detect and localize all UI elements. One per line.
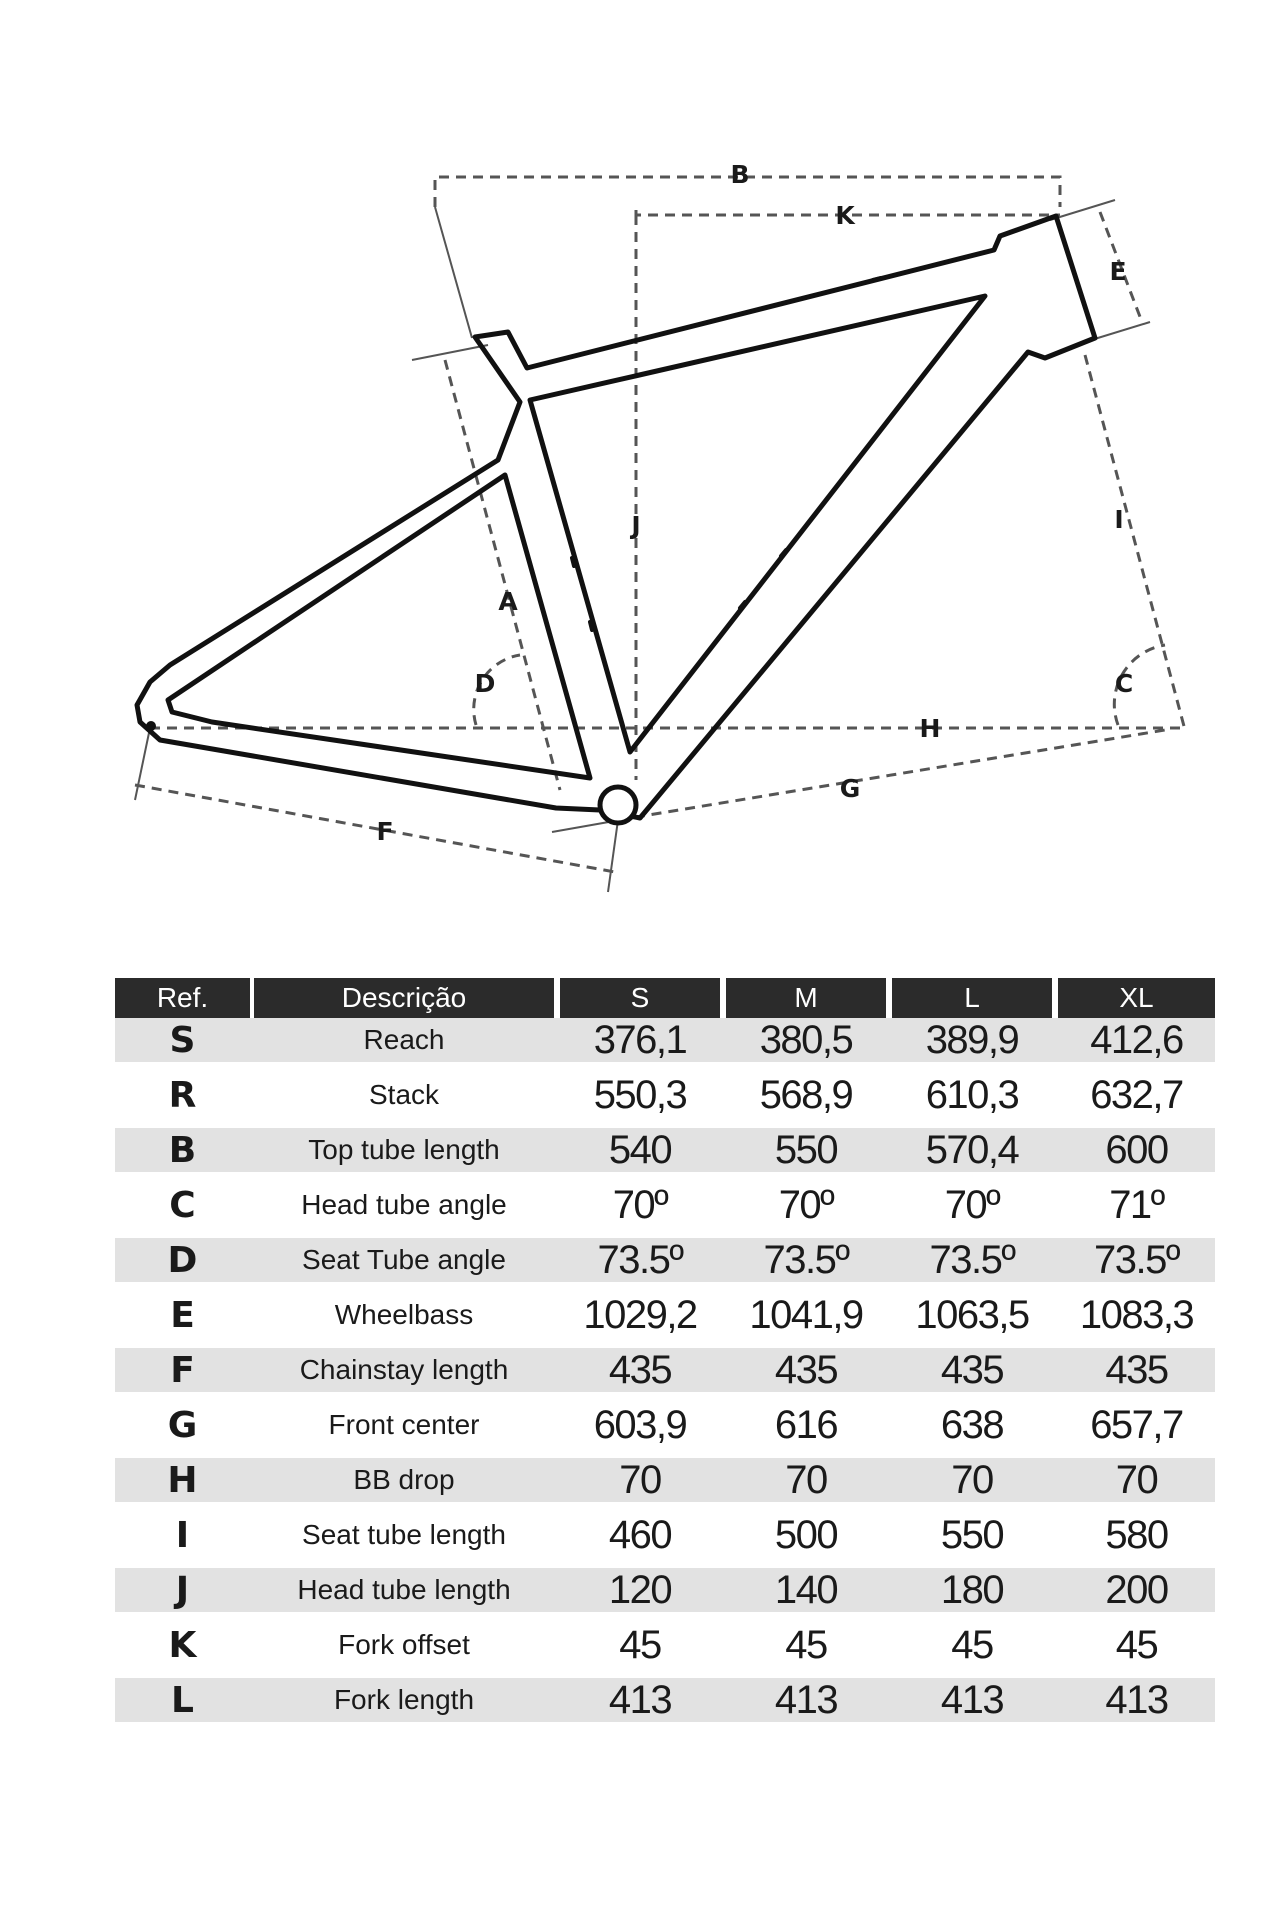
row-description: Head tube angle	[301, 1189, 507, 1220]
table-row	[115, 1348, 1215, 1392]
table-row	[115, 1678, 1215, 1722]
table-row	[115, 1392, 1215, 1458]
value-size-m: 380,5	[759, 1017, 853, 1062]
value-size-l: 180	[940, 1567, 1004, 1612]
value-size-s: 550,3	[593, 1072, 687, 1117]
row-ref: R	[168, 1074, 197, 1116]
row-description: Seat tube length	[302, 1519, 506, 1550]
value-size-xl: 412,6	[1090, 1017, 1183, 1062]
table-header-row	[115, 978, 1215, 1018]
table-body	[115, 1018, 1215, 1722]
row-ref: S	[169, 1019, 196, 1061]
value-size-l: 413	[940, 1677, 1004, 1722]
value-size-l: 570,4	[925, 1127, 1019, 1172]
label-j: J	[631, 511, 641, 540]
value-size-s: 120	[608, 1567, 672, 1612]
header-size-xl: XL	[1058, 978, 1215, 1018]
table-row	[115, 1172, 1215, 1238]
bottle-boss-3	[572, 558, 574, 566]
header-description: Descrição	[254, 978, 554, 1018]
value-size-l: 70º	[944, 1182, 1000, 1227]
table-row	[115, 1502, 1215, 1568]
label-k: K	[835, 201, 855, 230]
value-size-m: 45	[785, 1622, 827, 1667]
value-size-s: 413	[608, 1677, 672, 1722]
value-size-xl: 657,7	[1090, 1402, 1183, 1447]
value-size-l: 73.5º	[929, 1237, 1015, 1282]
table-row	[115, 1458, 1215, 1502]
value-size-xl: 70	[1115, 1457, 1158, 1502]
row-description: Stack	[368, 1079, 440, 1110]
table-row	[115, 1568, 1215, 1612]
extension-line-seat-top	[412, 345, 488, 360]
value-size-l: 1063,5	[915, 1292, 1029, 1337]
header-size-s: S	[560, 978, 720, 1018]
dimension-extension-lines	[135, 200, 1150, 892]
table-row	[115, 1282, 1215, 1348]
row-description: Front center	[328, 1409, 480, 1440]
label-h: H	[919, 714, 941, 743]
dimension-line-a	[445, 360, 560, 790]
value-size-l: 638	[940, 1402, 1004, 1447]
value-size-l: 70	[951, 1457, 993, 1502]
table-row	[115, 1018, 1215, 1062]
bike-frame-diagram	[0, 0, 1283, 920]
value-size-s: 1029,2	[583, 1292, 697, 1337]
value-size-m: 73.5º	[763, 1237, 849, 1282]
row-ref: H	[167, 1459, 198, 1501]
label-d: D	[474, 669, 496, 698]
row-ref: J	[175, 1569, 190, 1611]
bottom-bracket	[600, 787, 636, 823]
row-ref: C	[169, 1184, 196, 1226]
value-size-xl: 1083,3	[1079, 1292, 1194, 1337]
row-description: Reach	[363, 1024, 445, 1055]
row-description: Fork length	[333, 1684, 475, 1715]
value-size-m: 140	[774, 1567, 838, 1612]
row-description: Top tube length	[308, 1134, 500, 1165]
value-size-xl: 200	[1105, 1567, 1168, 1612]
row-ref: G	[167, 1404, 198, 1446]
value-size-xl: 413	[1105, 1677, 1168, 1722]
value-size-s: 540	[608, 1127, 672, 1172]
value-size-xl: 73.5º	[1094, 1237, 1179, 1282]
row-ref: E	[170, 1294, 195, 1336]
bottle-boss-2	[873, 278, 881, 280]
value-size-xl: 600	[1105, 1127, 1168, 1172]
rear-axle	[146, 721, 156, 731]
dimension-labels	[376, 160, 1133, 846]
row-ref: F	[170, 1349, 195, 1391]
frame-outline	[137, 216, 1095, 823]
value-size-xl: 45	[1115, 1622, 1158, 1667]
row-description: BB drop	[353, 1464, 455, 1495]
row-description: Seat Tube angle	[302, 1244, 506, 1275]
value-size-l: 435	[940, 1347, 1004, 1392]
value-size-s: 45	[619, 1622, 661, 1667]
table-row	[115, 1612, 1215, 1678]
value-size-xl: 632,7	[1090, 1072, 1183, 1117]
value-size-l: 550	[940, 1512, 1004, 1557]
label-e: E	[1109, 257, 1127, 286]
label-c: C	[1114, 669, 1134, 698]
value-size-s: 460	[608, 1512, 672, 1557]
dimension-lines	[135, 177, 1185, 872]
label-f: F	[376, 817, 394, 846]
value-size-m: 413	[774, 1677, 838, 1722]
value-size-xl: 435	[1105, 1347, 1168, 1392]
row-description: Fork offset	[338, 1629, 470, 1660]
row-ref: K	[168, 1624, 197, 1666]
value-size-l: 45	[951, 1622, 993, 1667]
bottle-boss-1	[804, 296, 812, 298]
header-ref: Ref.	[115, 978, 250, 1018]
label-b: B	[730, 160, 750, 189]
value-size-m: 616	[774, 1402, 838, 1447]
table-row	[115, 1062, 1215, 1128]
row-ref: D	[167, 1239, 198, 1281]
extension-line-bb	[608, 820, 618, 892]
value-size-m: 500	[774, 1512, 838, 1557]
value-size-s: 603,9	[593, 1402, 687, 1447]
label-i: I	[1114, 505, 1124, 534]
value-size-s: 435	[608, 1347, 672, 1392]
value-size-l: 610,3	[925, 1072, 1019, 1117]
row-description: Head tube length	[297, 1574, 511, 1605]
value-size-m: 70º	[778, 1182, 834, 1227]
row-ref: L	[171, 1679, 194, 1721]
value-size-m: 435	[774, 1347, 838, 1392]
value-size-l: 389,9	[925, 1017, 1019, 1062]
value-size-s: 73.5º	[597, 1237, 683, 1282]
value-size-s: 376,1	[593, 1017, 687, 1062]
row-description: Chainstay length	[299, 1354, 509, 1385]
value-size-m: 550	[774, 1127, 838, 1172]
value-size-m: 70	[785, 1457, 827, 1502]
label-g: G	[839, 774, 861, 803]
header-size-m: M	[726, 978, 886, 1018]
header-size-l: L	[892, 978, 1052, 1018]
value-size-xl: 71º	[1109, 1182, 1164, 1227]
table-row	[115, 1128, 1215, 1172]
value-size-m: 568,9	[759, 1072, 853, 1117]
bottle-boss-4	[590, 622, 592, 630]
value-size-m: 1041,9	[749, 1292, 863, 1337]
row-ref: I	[175, 1514, 190, 1556]
value-size-s: 70	[619, 1457, 661, 1502]
row-description: Wheelbass	[334, 1299, 474, 1330]
geometry-table	[115, 978, 1215, 1722]
frame-inner-main-triangle	[530, 296, 985, 752]
table-row	[115, 1238, 1215, 1282]
value-size-s: 70º	[612, 1182, 668, 1227]
extension-line-rear-axle	[135, 728, 150, 800]
dimension-line-f	[135, 785, 615, 872]
row-ref: B	[168, 1129, 197, 1171]
value-size-xl: 580	[1105, 1512, 1168, 1557]
extension-line-seat-axis	[435, 207, 472, 338]
dimension-line-i	[1085, 355, 1185, 730]
label-a: A	[498, 587, 518, 616]
